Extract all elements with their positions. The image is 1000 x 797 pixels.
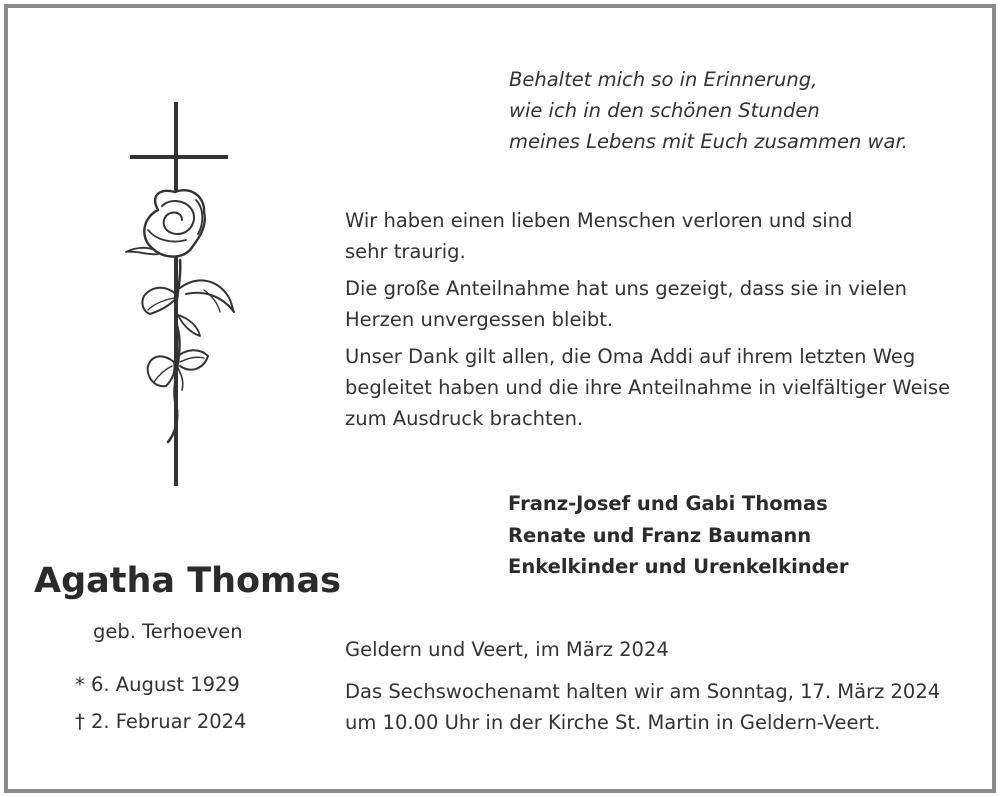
service-announcement xyxy=(345,676,940,738)
death-date: † 2. Februar 2024 xyxy=(75,710,247,733)
message-paragraph: Unser Dank gilt allen, die Oma Addi auf ihrem letzten Weg begleitet haben und die ihre Anteilnahme in vielfältiger Weise zum Ausdruck brachten. xyxy=(345,345,951,430)
life-dates xyxy=(75,666,246,740)
message-paragraph: Wir haben einen lieben Menschen verloren und sind sehr traurig. xyxy=(345,209,853,263)
birth-date: * 6. August 1929 xyxy=(75,673,240,696)
mourner-name: Franz-Josef und Gabi Thomas xyxy=(508,492,828,515)
message-paragraph: Die große Anteilnahme hat uns gezeigt, dass sie in vielen Herzen unvergessen bleibt. xyxy=(345,277,908,331)
deceased-name: Agatha Thomas xyxy=(34,561,341,601)
place-and-date: Geldern und Veert, im März 2024 xyxy=(345,638,669,661)
poem-quote xyxy=(509,64,908,157)
poem-line: wie ich in den schönen Stunden xyxy=(509,99,820,122)
poem-line: meines Lebens mit Euch zusammen war. xyxy=(509,130,908,153)
message-text xyxy=(345,205,965,440)
cross-with-rose-icon xyxy=(100,100,250,490)
service-line: um 10.00 Uhr in der Kirche St. Martin in Geldern-Veert. xyxy=(345,711,881,734)
mourner-name: Enkelkinder und Urenkelkinder xyxy=(508,555,849,578)
poem-line: Behaltet mich so in Erinnerung, xyxy=(509,68,818,91)
mourners-list xyxy=(508,488,848,583)
service-line: Das Sechswochenamt halten wir am Sonntag, 17. März 2024 xyxy=(345,680,941,703)
mourner-name: Renate und Franz Baumann xyxy=(508,523,812,547)
birth-name: geb. Terhoeven xyxy=(93,620,243,643)
